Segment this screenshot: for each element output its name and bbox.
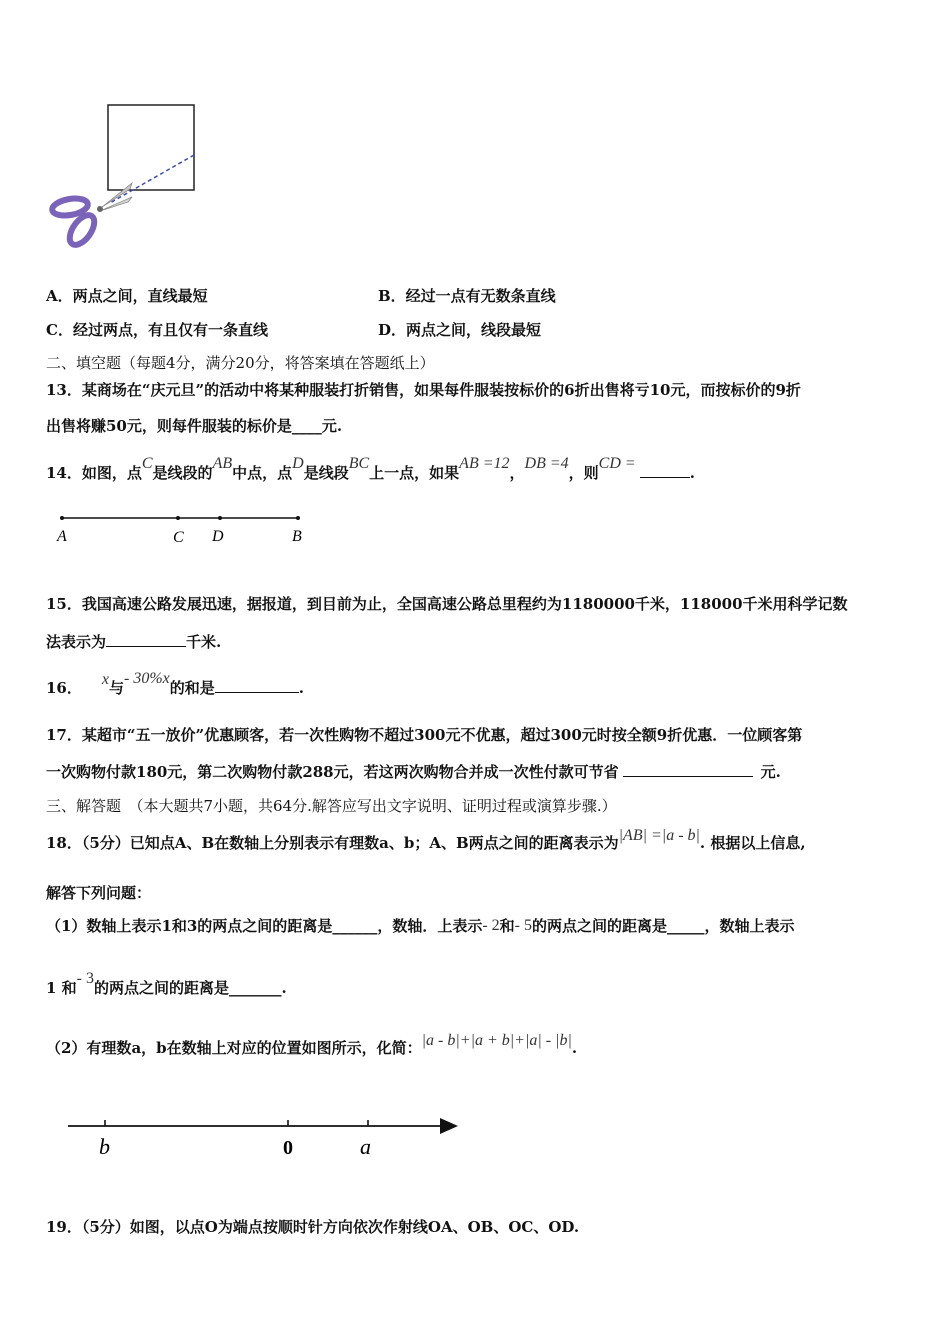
q17-post: 元. bbox=[760, 763, 781, 781]
q18-sub1-line2-a: 1 和 bbox=[46, 979, 77, 997]
q18-formula: |AB| =|a - b| bbox=[618, 827, 700, 844]
q18-line2: 解答下列问题： bbox=[46, 884, 152, 902]
q18-p1: 18．（5分）已知点A、B在数轴上分别表示有理数a、b；A、B两点之间的距离表示为 bbox=[46, 834, 619, 852]
q18-sub2-formula: |a - b|+|a + b|+|a| - |b| bbox=[421, 1032, 572, 1049]
q15-answer-blank bbox=[106, 632, 186, 647]
q13-line2: 出售将赚50元，则每件服装的标价是____元. bbox=[46, 417, 343, 435]
q15-post: 千米. bbox=[186, 633, 222, 651]
q17-pre: 一次购物付款180元，第二次购物付款288元，若这两次购物合并成一次性付款可节省 bbox=[46, 763, 619, 781]
q14-point-c: C bbox=[141, 455, 153, 472]
q16-answer-blank bbox=[215, 678, 299, 693]
q16-x: x bbox=[101, 671, 109, 688]
q15-line1: 15．我国高速公路发展迅速，据报道，到目前为止，全国高速公路总里程约为1180000千米，118000千米用科学记数 bbox=[46, 595, 848, 613]
q14-answer-blank bbox=[640, 463, 690, 478]
section-2-title: 二、填空题（每题4分，满分20分，将答案填在答题纸上） bbox=[46, 354, 435, 372]
q18-sub1-a: （1）数轴上表示1和3的两点之间的距离是______，数轴．上表示 bbox=[46, 917, 483, 935]
q16-pre: 16． bbox=[46, 679, 82, 697]
paper-square bbox=[108, 105, 194, 190]
q16-mid: 与 bbox=[108, 679, 124, 697]
q14-p4: 是线段 bbox=[303, 464, 349, 482]
q14-eq3: CD = bbox=[598, 455, 636, 472]
q16-post: 的和是 bbox=[169, 679, 215, 697]
q14-p2: 是线段的 bbox=[152, 464, 213, 482]
q18-sub1-line2-b: 的两点之间的距离是_______. bbox=[94, 979, 287, 997]
numberline-label-0: 0 bbox=[283, 1137, 293, 1159]
numberline-label-a: a bbox=[360, 1134, 371, 1159]
scissors-icon bbox=[51, 183, 132, 249]
option-c: C．经过两点，有且仅有一条直线 bbox=[46, 321, 268, 339]
q17-line2 bbox=[46, 762, 781, 782]
q18-sub2 bbox=[46, 1032, 578, 1059]
label-c: C bbox=[173, 529, 184, 546]
q18-sub2-pre: （2）有理数a，b在数轴上对应的位置如图所示，化简： bbox=[46, 1039, 422, 1057]
q16-text bbox=[46, 670, 305, 699]
q18-p2: . 根据以上信息, bbox=[699, 834, 806, 852]
q14-seg-bc: BC bbox=[348, 455, 370, 472]
scissors-cut-figure bbox=[40, 95, 210, 255]
label-a: A bbox=[57, 528, 67, 545]
q18-sub1-c: 的两点之间的距离是_____，数轴上表示 bbox=[532, 917, 795, 935]
q18-sub1-b: 和 bbox=[499, 917, 515, 935]
q14-end: . bbox=[689, 464, 695, 482]
arrow-right-icon bbox=[440, 1118, 458, 1134]
q18-neg2: - 2 bbox=[482, 917, 500, 934]
label-d: D bbox=[212, 528, 224, 545]
q14-p3: 中点，点 bbox=[232, 464, 293, 482]
q15-pre: 法表示为 bbox=[46, 633, 107, 651]
q14-p5: 上一点，如果 bbox=[369, 464, 460, 482]
q19-text: 19．（5分）如图，以点O为端点按顺时针方向依次作射线OA、OB、OC、OD. bbox=[46, 1218, 580, 1236]
q14-comma: ， bbox=[509, 464, 525, 482]
q18-sub1-line1 bbox=[46, 916, 795, 937]
q13-line1: 13．某商场在“庆元旦”的活动中将某种服装打折销售，如果每件服装按标价的6折出售将亏10元，而按标价的9折 bbox=[46, 381, 801, 399]
q18-sub2-end: . bbox=[571, 1039, 578, 1057]
option-a: A．两点之间，直线最短 bbox=[46, 287, 208, 305]
numberline-label-b: b bbox=[99, 1134, 110, 1159]
q17-answer-blank bbox=[623, 762, 753, 777]
section-3-title: 三、解答题 （本大题共7小题，共64分.解答应写出文字说明、证明过程或演算步骤.） bbox=[46, 797, 617, 815]
q14-eq2: DB =4 bbox=[524, 455, 569, 472]
q14-seg-ab: AB bbox=[212, 455, 233, 472]
q14-p6: ，则 bbox=[568, 464, 599, 482]
q18-sub1-line2 bbox=[46, 970, 287, 999]
option-d: D．两点之间，线段最短 bbox=[378, 321, 542, 339]
label-b: B bbox=[292, 528, 302, 545]
number-line-figure bbox=[60, 1108, 470, 1168]
q18-line1 bbox=[46, 827, 806, 854]
q15-line2 bbox=[46, 632, 221, 652]
q18-neg3: - 3 bbox=[76, 970, 94, 987]
q17-line1: 17．某超市“五一放价”优惠顾客，若一次性购物不超过300元不优惠，超过300元时按全额9折优惠．一位顾客第 bbox=[46, 726, 803, 744]
q14-p1: 14．如图，点 bbox=[46, 464, 142, 482]
q14-text bbox=[46, 455, 695, 484]
option-b: B．经过一点有无数条直线 bbox=[378, 287, 556, 305]
q14-eq1: AB =12 bbox=[459, 455, 510, 472]
q16-end: . bbox=[298, 679, 305, 697]
q16-expr: - 30%x bbox=[124, 670, 170, 687]
q14-point-d: D bbox=[292, 455, 304, 472]
q14-segment-figure bbox=[50, 505, 320, 550]
q18-neg5: - 5 bbox=[514, 917, 532, 934]
